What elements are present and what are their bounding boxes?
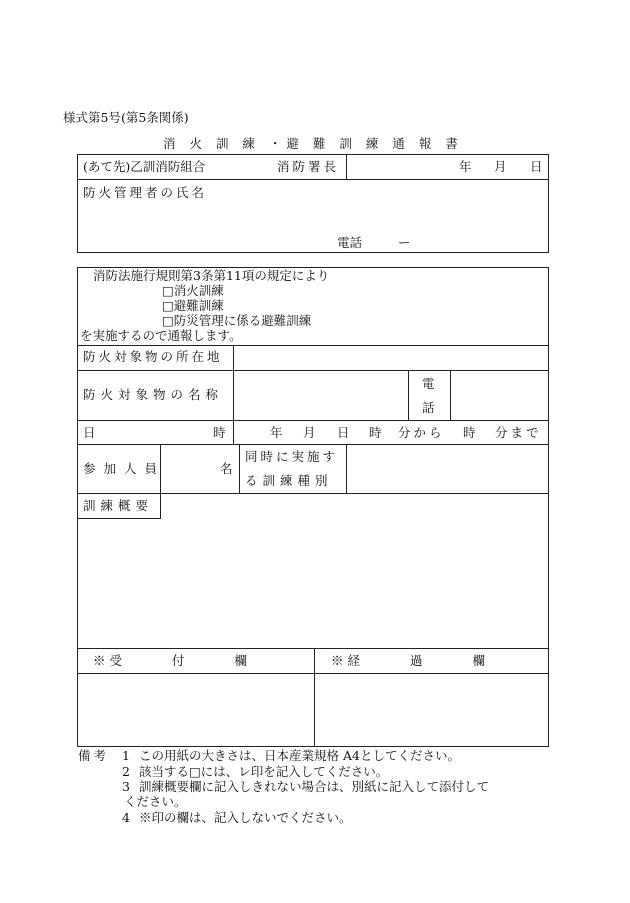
dt-minute-to: 分まで <box>495 425 542 440</box>
regulation-outro: を実施するので通報します。 <box>80 328 242 343</box>
phone-label: 電話 <box>337 235 363 250</box>
note-num-1: 1 <box>122 748 130 763</box>
addressee: (あて先)乙訓消防組合 <box>83 159 206 174</box>
option-evacuation-drill[interactable]: □避難訓練 <box>162 298 224 313</box>
object-name-label: 防火対象物の名称 <box>83 387 224 402</box>
regulation-intro: 消防法施行規則第3条第11項の規定により <box>93 268 330 283</box>
dt-hour: 時 <box>213 425 226 440</box>
concurrent-label-2: る訓練種別 <box>245 473 333 488</box>
note-text-4: ※印の欄は、記入しないでください。 <box>139 810 352 825</box>
note-text-3-cont: ください。 <box>124 794 187 809</box>
overview-field[interactable] <box>80 521 546 645</box>
note-num-2: 2 <box>122 764 130 779</box>
option-disaster-evacuation-drill[interactable]: □防災管理に係る避難訓練 <box>162 313 312 328</box>
concurrent-drill-field[interactable] <box>349 447 546 491</box>
dt-day: 日 <box>83 425 96 440</box>
manager-name-label: 防火管理者の氏名 <box>83 185 208 200</box>
dt-minute-from: 分から <box>398 425 445 440</box>
date-day: 日 <box>530 159 543 174</box>
dt-day2: 日 <box>337 425 350 440</box>
date-year: 年 <box>459 159 472 174</box>
dt-hour2: 時 <box>369 425 382 440</box>
note-text-3: 訓練概要欄に記入しきれない場合は、別紙に記入して添付して <box>139 779 490 794</box>
dt-year: 年 <box>270 425 283 440</box>
date-month: 月 <box>494 159 507 174</box>
person-unit: 名 <box>220 461 233 476</box>
participants-label: 参加人員 <box>83 461 166 476</box>
location-field[interactable] <box>236 348 546 368</box>
overview-label: 訓練概要 <box>83 498 154 513</box>
progress-label: ※ 経 過 欄 <box>331 653 485 668</box>
note-num-3: 3 <box>122 779 130 794</box>
reception-label: ※ 受 付 欄 <box>93 653 247 668</box>
concurrent-label-1: 同時に実施す <box>245 449 339 464</box>
note-text-2: 該当する□には、レ印を記入してください。 <box>139 764 389 779</box>
phone-field[interactable] <box>370 232 540 250</box>
note-num-4: 4 <box>122 810 130 825</box>
option-fire-drill[interactable]: □消火訓練 <box>162 283 224 298</box>
form-number: 様式第5号(第5条関係) <box>63 110 189 125</box>
form-title: 消 火 訓 練 ・避 難 訓 練 通 報 書 <box>163 136 463 151</box>
tel-label-1: 電 <box>422 376 435 391</box>
object-tel-field[interactable] <box>453 373 546 417</box>
location-label: 防火対象物の所在地 <box>83 349 223 364</box>
note-text-1: この用紙の大きさは、日本産業規格 A4としてください。 <box>139 748 460 763</box>
manager-name-field[interactable] <box>80 202 546 230</box>
object-name-field[interactable] <box>236 373 406 417</box>
dt-month: 月 <box>303 425 316 440</box>
notes-label: 備考 <box>78 748 110 763</box>
dt-hour3: 時 <box>463 425 476 440</box>
participants-field[interactable] <box>163 447 218 491</box>
fire-chief-label: 消防署長 <box>277 159 340 174</box>
phone-dash: ー <box>398 235 411 250</box>
tel-label-2: 話 <box>422 400 435 415</box>
